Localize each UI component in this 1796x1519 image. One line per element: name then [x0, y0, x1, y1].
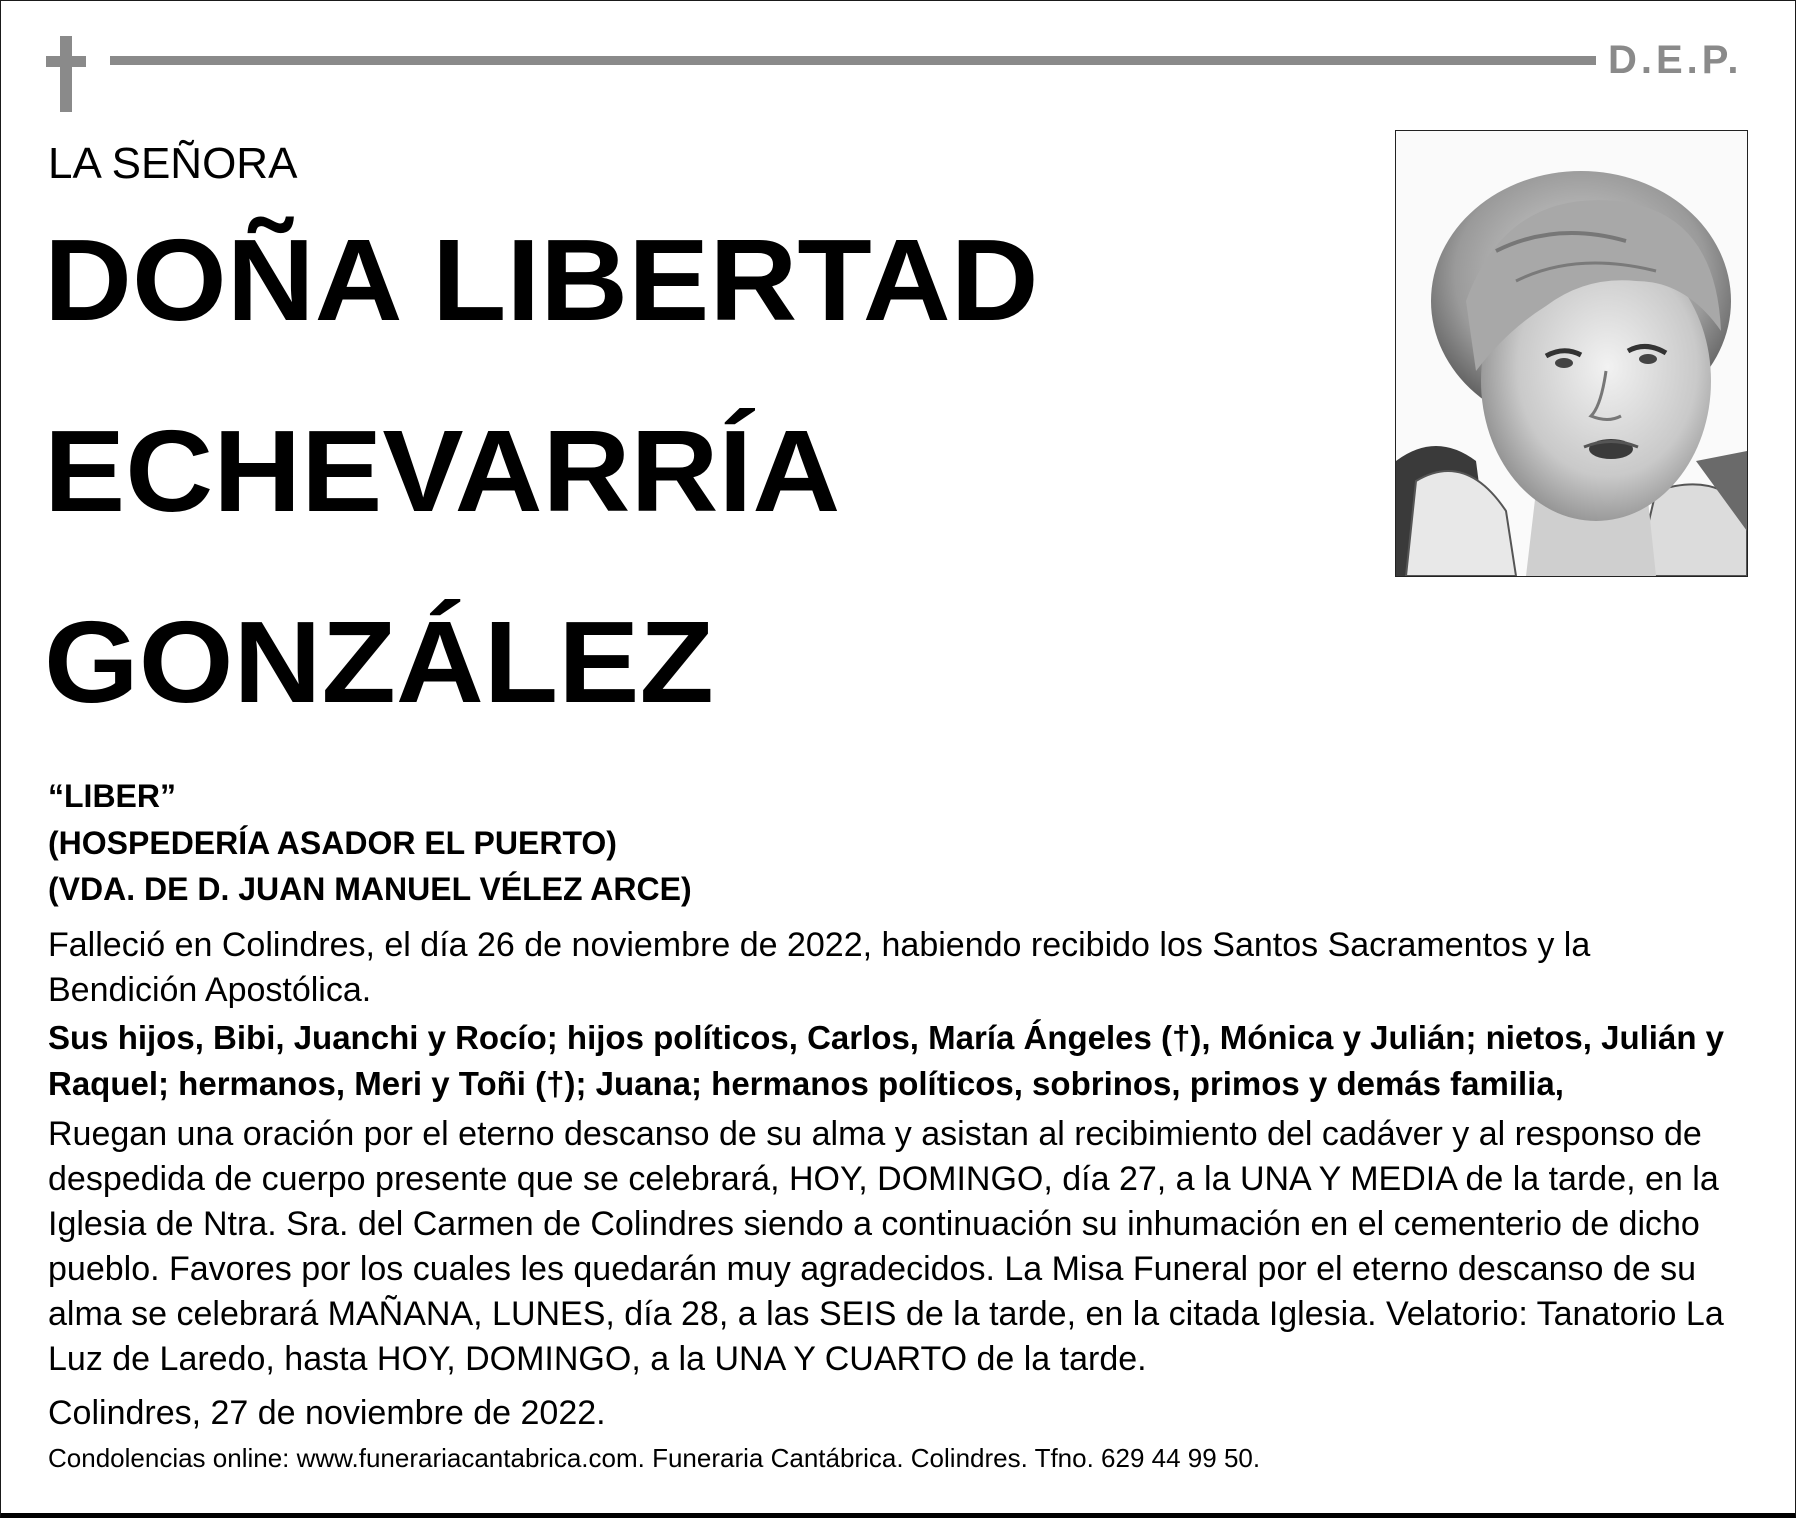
honorific: LA SEÑORA	[48, 139, 298, 188]
dep-label: D.E.P.	[1608, 38, 1743, 82]
deceased-name-line-2: ECHEVARRÍA	[44, 406, 841, 536]
nickname: “LIBER”	[48, 778, 176, 814]
deceased-name-line-3: GONZÁLEZ	[44, 597, 714, 727]
place-date: Colindres, 27 de noviembre de 2022.	[48, 1394, 606, 1432]
death-notice: Falleció en Colindres, el día 26 de noviembre de 2022, habiendo recibido los Santos Sacramentos y la Bendición Apostólica.	[48, 926, 1591, 1009]
family-list: Sus hijos, Bibi, Juanchi y Rocío; hijos políticos, Carlos, María Ángeles (†), Mónica y Julián; nietos, Julián y Raquel; hermanos, Meri y Toñi (†); Juana; hermanos políticos, sobrinos, primos y demás familia,	[48, 1019, 1725, 1102]
ceremony-details: Ruegan una oración por el eterno descanso de su alma y asistan al recibimiento del cadáver y al responso de despedida de cuerpo presente que se celebrará, HOY, DOMINGO, día 27, a la UNA Y MEDIA de la tarde, en la Iglesia de Ntra. Sra. del Carmen de Colindres siendo a continuación su inhumación en el cementerio de dicho pueblo. Favores por los cuales les quedarán muy agradecidos. La Misa Funeral por el eterno descanso de su alma se celebrará MAÑANA, LUNES, día 28, a las SEIS de la tarde, en la citada Iglesia. Velatorio: Tanatorio La Luz de Laredo, hasta HOY, DOMINGO, a la UNA Y CUARTO de la tarde.	[48, 1115, 1724, 1378]
condolences-footer: Condolencias online: www.funerariacantabrica.com. Funeraria Cantábrica. Colindres. Tfno. 629 44 99 50.	[48, 1443, 1261, 1473]
widow-of: (VDA. DE D. JUAN MANUEL VÉLEZ ARCE)	[48, 871, 692, 907]
business-name: (HOSPEDERÍA ASADOR EL PUERTO)	[48, 825, 617, 861]
cross-icon	[46, 36, 86, 112]
portrait-icon	[1396, 131, 1747, 576]
header-rule	[110, 56, 1596, 65]
deceased-name-line-1: DOÑA LIBERTAD	[44, 215, 1039, 345]
portrait-photo	[1395, 130, 1748, 577]
